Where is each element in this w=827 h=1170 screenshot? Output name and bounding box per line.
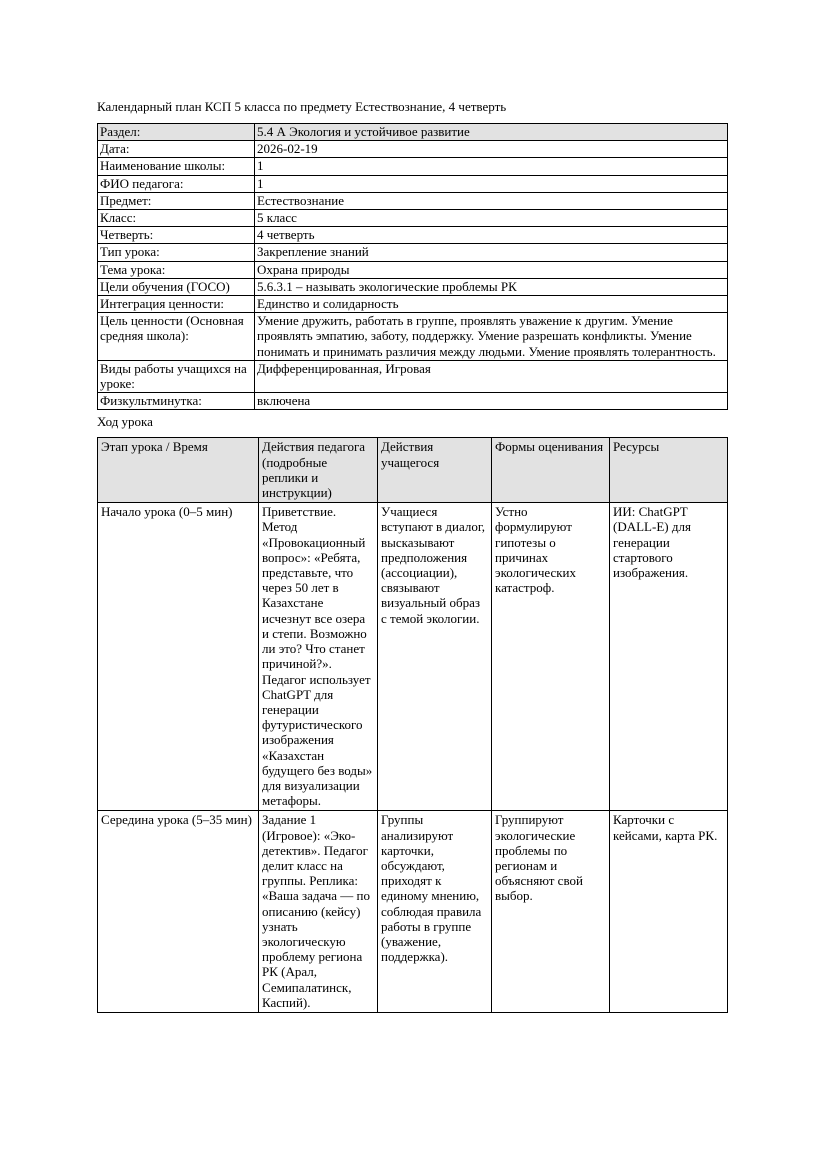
info-value-cell: 2026-02-19 [255,141,728,158]
student-actions-cell: Группы анализируют карточки, обсуждают, приходят к единому мнению, соблюдая правила работы в группе (уважение, поддержка). [378,811,492,1013]
stage-cell: Начало урока (0–5 мин) [98,503,259,811]
info-value-cell: 4 четверть [255,227,728,244]
column-header-stage: Этап урока / Время [98,438,259,503]
student-actions-cell: Учащиеся вступают в диалог, высказывают предположения (ассоциации), связывают визуальный образ с темой экологии. [378,503,492,811]
info-row-goals [98,278,728,295]
info-row-values-goal [98,313,728,361]
info-row-subject [98,192,728,209]
info-value-cell: 5.6.3.1 – называть экологические проблемы РК [255,278,728,295]
lesson-flow-heading: Ход урока [97,414,153,430]
info-value-cell: Закрепление знаний [255,244,728,261]
column-header-assessment: Формы оценивания [492,438,610,503]
resources-cell: Карточки с кейсами, карта РК. [610,811,728,1013]
flow-header-row [98,438,728,503]
info-label-cell: Четверть: [98,227,255,244]
flow-row-lesson-middle [98,811,728,1013]
info-row-school [98,158,728,175]
flow-row-lesson-start [98,503,728,811]
info-label-cell: Раздел: [98,124,255,141]
info-value-cell: 5 класс [255,210,728,227]
info-row-class [98,210,728,227]
teacher-actions-cell: Задание 1 (Игровое): «Эко-детектив». Педагог делит класс на группы. Реплика: «Ваша задача — по описанию (кейсу) узнать экологическую проблему региона РК (Арал, Семипалатинск, Каспий). [259,811,378,1013]
info-label-cell: Цели обучения (ГОСО) [98,278,255,295]
info-value-cell: Единство и солидарность [255,296,728,313]
info-row-razdel [98,124,728,141]
info-value-cell: 1 [255,158,728,175]
column-header-resources: Ресурсы [610,438,728,503]
teacher-actions-cell: Приветствие. Метод «Провокационный вопрос»: «Ребята, представьте, что через 50 лет в Казахстане исчезнут все озера и степи. Возможно ли это? Что станет причиной?». Педагог использует ChatGPT для генерации футуристического изображения «Казахстан будущего без воды» для визуализации метафоры. [259,503,378,811]
column-header-student-actions: Действия учащегося [378,438,492,503]
info-row-date [98,141,728,158]
stage-cell: Середина урока (5–35 мин) [98,811,259,1013]
assessment-cell: Устно формулируют гипотезы о причинах экологических катастроф. [492,503,610,811]
info-label-cell: Наименование школы: [98,158,255,175]
info-label-cell: Физкультминутка: [98,393,255,410]
lesson-info-table [97,123,728,410]
info-row-lesson-type [98,244,728,261]
resources-cell: ИИ: ChatGPT (DALL-E) для генерации стартового изображения. [610,503,728,811]
column-header-teacher-actions: Действия педагога (подробные реплики и инструкции) [259,438,378,503]
info-row-physical-minute [98,393,728,410]
info-label-cell: ФИО педагога: [98,175,255,192]
assessment-cell: Группируют экологические проблемы по регионам и объясняют свой выбор. [492,811,610,1013]
info-row-values-integration [98,296,728,313]
info-label-cell: Предмет: [98,192,255,209]
info-row-quarter [98,227,728,244]
document-page [97,99,729,1013]
info-label-cell: Тип урока: [98,244,255,261]
info-row-teacher [98,175,728,192]
info-label-cell: Тема урока: [98,261,255,278]
info-value-cell: Охрана природы [255,261,728,278]
info-row-work-types [98,360,728,392]
info-value-cell: 5.4 А Экология и устойчивое развитие [255,124,728,141]
info-label-cell: Цель ценности (Основная средняя школа): [98,313,255,361]
info-value-cell: Дифференцированная, Игровая [255,360,728,392]
info-value-cell: 1 [255,175,728,192]
info-label-cell: Интеграция ценности: [98,296,255,313]
info-label-cell: Дата: [98,141,255,158]
lesson-flow-table [97,437,728,1013]
info-row-lesson-topic [98,261,728,278]
info-label-cell: Класс: [98,210,255,227]
info-value-cell: Естествознание [255,192,728,209]
info-value-cell: Умение дружить, работать в группе, проявлять уважение к другим. Умение проявлять эмпатию, заботу, поддержку. Умение разрешать конфликты. Умение понимать и принимать различия между людьми. Умение проявлять толерантность. [255,313,728,361]
info-label-cell: Виды работы учащихся на уроке: [98,360,255,392]
info-value-cell: включена [255,393,728,410]
document-title: Календарный план КСП 5 класса по предмету Естествознание, 4 четверть [97,99,507,114]
